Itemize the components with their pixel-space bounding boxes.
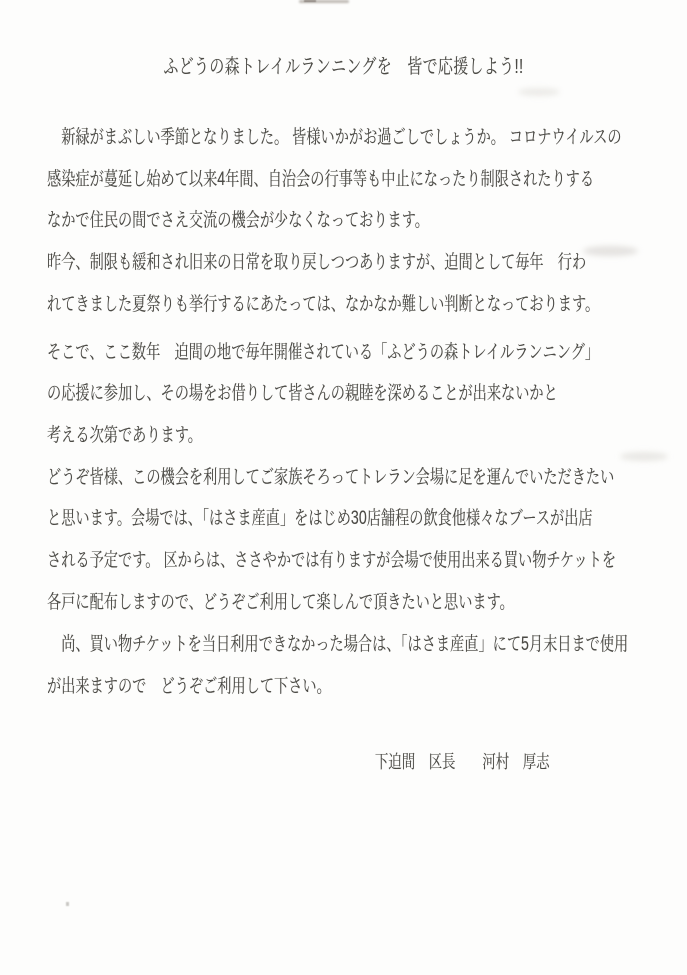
body-line: なかで住民の間でさえ交流の機会が少なくなっております。 xyxy=(47,210,429,232)
body-line: そこで、ここ数年 迫間の地で毎年開催されている「ふどうの森トレイルランニング」 xyxy=(47,341,600,363)
body-line: れてきました夏祭りも挙行するにあたっては、なかなか難しい判断となっております。 xyxy=(47,293,600,315)
body-line: される予定です。 区からは、ささやかでは有りますが会場で使用出来る買い物チケットを xyxy=(47,550,617,572)
body-line: 尚、買い物チケットを当日利用できなかった場合は、「はさま産直」にて5月末日まで使用 xyxy=(61,634,629,656)
body-line: 各戸に配布しますので、どうぞご利用して楽しんで頂きたいと思います。 xyxy=(47,591,514,613)
body-line: どうぞ皆様、この機会を利用してご家族そろってトレラン会場に足を運んでいただきたい xyxy=(47,466,615,488)
body-line: 考える次第であります。 xyxy=(47,424,202,446)
letter-title: ふどうの森トレイルランニングを 皆で応援しよう!! xyxy=(163,56,524,78)
signature-line: 下迫間 区長 河村 厚志 xyxy=(374,752,550,772)
body-line: と思います。会場では、「はさま産直」をはじめ30店舗程の飲食他様々なブースが出店 xyxy=(47,508,593,530)
body-line: 昨今、制限も緩和され旧来の日常を取り戻しつつありますが、迫間として毎年 行わ xyxy=(47,252,587,274)
body-line: が出来ますので どうぞご利用して下さい。 xyxy=(47,676,331,698)
body-line: の応援に参加し、その場をお借りして皆さんの親睦を深めることが出来ないかと xyxy=(47,383,558,405)
body-line: 新緑がまぶしい季節となりました。 皆様いかがお過ごしでしょうか。 コロナウイルスの xyxy=(61,127,622,148)
letter-body xyxy=(47,117,644,708)
body-line: 感染症が蔓延し始めて以来4年間、自治会の行事等も中止になったり制限されたりする xyxy=(47,168,595,190)
